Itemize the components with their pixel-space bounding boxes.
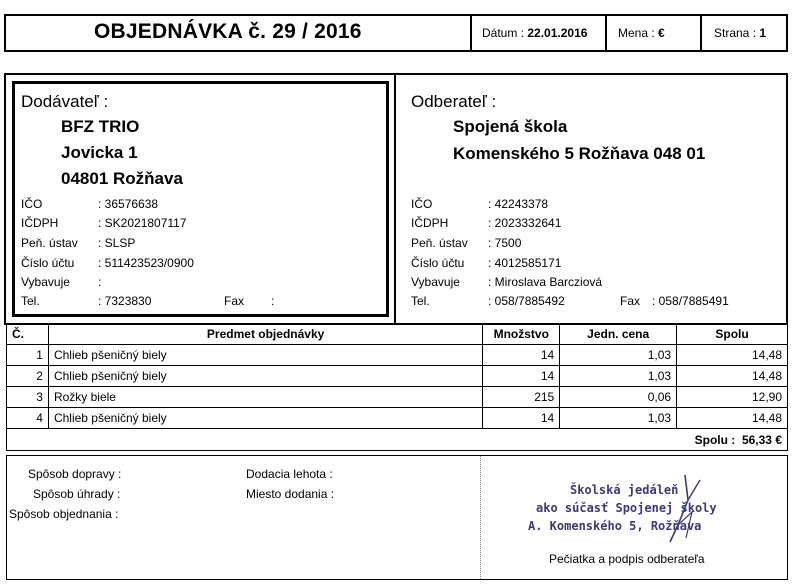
- currency-label: Mena :: [618, 26, 655, 40]
- row-item: Chlieb pšeničný biely: [48, 366, 482, 387]
- row-unit-price: 1,03: [560, 408, 677, 429]
- supplier-bank-label: Peň. ústav: [21, 236, 78, 250]
- row-number: 1: [7, 345, 49, 366]
- row-qty: 14: [483, 408, 560, 429]
- date-label: Dátum :: [482, 26, 525, 40]
- supplier-heading: Dodávateľ :: [21, 92, 109, 111]
- customer-bank-label: Peň. ústav: [411, 236, 468, 250]
- supplier-name: BFZ TRIO: [61, 117, 140, 136]
- supplier-contact-value: :: [98, 275, 102, 289]
- customer-fax-value: : 058/7885491: [652, 294, 729, 308]
- row-qty: 14: [483, 345, 560, 366]
- supplier-city: 04801 Rožňava: [61, 169, 183, 188]
- items-table: [6, 323, 788, 451]
- table-header-row: [7, 324, 788, 345]
- payment-label: Spôsob úhrady :: [33, 487, 121, 501]
- sum-cell: [7, 429, 788, 451]
- row-unit-price: 1,03: [560, 345, 677, 366]
- signature-mark: [640, 470, 730, 550]
- row-total: 14,48: [677, 408, 788, 429]
- customer-account-label: Číslo účtu: [411, 256, 465, 270]
- customer-contact-label: Vybavuje: [411, 275, 460, 289]
- customer-fax-label: Fax: [620, 294, 641, 308]
- date-value: 22.01.2016: [527, 26, 588, 40]
- row-total: 12,90: [677, 387, 788, 408]
- supplier-tel-value: : 7323830: [98, 294, 152, 308]
- row-unit-price: 0,06: [560, 387, 677, 408]
- col-number-header: Č.: [7, 324, 49, 345]
- supplier-bank-value: : SLSP: [98, 236, 136, 250]
- transport-label: Spôsob dopravy :: [28, 467, 122, 481]
- supplier-icdph-label: IČDPH: [21, 216, 59, 230]
- sum-value: 56,33 €: [741, 432, 782, 447]
- stamp-line-1: Školská jedáleň: [570, 483, 679, 497]
- header-divider-1: [470, 14, 472, 52]
- supplier-tel-label: Tel.: [21, 294, 40, 308]
- order-method-label: Spôsob objednania :: [9, 507, 119, 521]
- stamp-line-2: ako súčasť Spojenej školy: [536, 501, 717, 515]
- table-row: [7, 408, 788, 429]
- sum-label: Spolu :: [694, 432, 736, 447]
- customer-name: Spojená škola: [453, 117, 568, 136]
- row-number: 4: [7, 408, 49, 429]
- row-item: Chlieb pšeničný biely: [48, 345, 482, 366]
- customer-icdph-label: IČDPH: [411, 216, 449, 230]
- col-total-header: Spolu: [677, 324, 788, 345]
- table-row: [7, 387, 788, 408]
- customer-contact-value: : Miroslava Barcziová: [488, 275, 603, 289]
- customer-ico-label: IČO: [411, 197, 433, 211]
- supplier-contact-label: Vybavuje: [21, 275, 70, 289]
- supplier-fax-value: :: [271, 294, 275, 308]
- sum-row: [7, 429, 788, 451]
- delivery-term-label: Dodacia lehota :: [246, 467, 333, 481]
- page-label: Strana :: [714, 26, 757, 40]
- table-row: [7, 366, 788, 387]
- stamp-line-3: A. Komenského 5, Rožňava: [528, 519, 702, 533]
- page-value: 1: [759, 26, 767, 40]
- supplier-ico-value: : 36576638: [98, 197, 159, 211]
- col-qty-header: Množstvo: [483, 324, 560, 345]
- delivery-place-label: Miesto dodania :: [246, 487, 335, 501]
- row-item: Rožky biele: [48, 387, 482, 408]
- col-unit-price-header: Jedn. cena: [560, 324, 677, 345]
- customer-icdph-value: : 2023332641: [488, 216, 562, 230]
- currency-value: €: [658, 26, 665, 40]
- supplier-account-value: : 511423523/0900: [98, 256, 194, 270]
- date-field: [482, 26, 587, 40]
- row-number: 3: [7, 387, 49, 408]
- supplier-account-label: Číslo účtu: [21, 256, 75, 270]
- footer-divider: [480, 456, 482, 579]
- row-unit-price: 1,03: [560, 366, 677, 387]
- customer-tel-label: Tel.: [411, 294, 430, 308]
- row-qty: 215: [483, 387, 560, 408]
- supplier-icdph-value: : SK2021807117: [98, 216, 187, 230]
- customer-bank-value: : 7500: [488, 236, 522, 250]
- row-qty: 14: [483, 366, 560, 387]
- customer-tel-value: : 058/7885492: [488, 294, 565, 308]
- table-row: [7, 345, 788, 366]
- customer-ico-value: : 42243378: [488, 197, 549, 211]
- page-field: [714, 26, 766, 40]
- row-total: 14,48: [677, 366, 788, 387]
- parties-divider: [394, 73, 396, 325]
- currency-field: [618, 26, 665, 40]
- row-number: 2: [7, 366, 49, 387]
- customer-address: Komenského 5 Rožňava 048 01: [453, 144, 706, 163]
- row-total: 14,48: [677, 345, 788, 366]
- col-item-header: Predmet objednávky: [48, 324, 482, 345]
- row-item: Chlieb pšeničný biely: [48, 408, 482, 429]
- stamp-caption: Pečiatka a podpis odberateľa: [549, 552, 705, 566]
- header-divider-3: [700, 14, 702, 52]
- page-title: OBJEDNÁVKA č. 29 / 2016: [94, 20, 362, 43]
- supplier-fax-label: Fax: [224, 294, 245, 308]
- customer-account-value: : 4012585171: [488, 256, 562, 270]
- header-divider-2: [605, 14, 607, 52]
- customer-heading: Odberateľ :: [411, 92, 497, 111]
- supplier-ico-label: IČO: [21, 197, 43, 211]
- supplier-street: Jovicka 1: [61, 143, 138, 162]
